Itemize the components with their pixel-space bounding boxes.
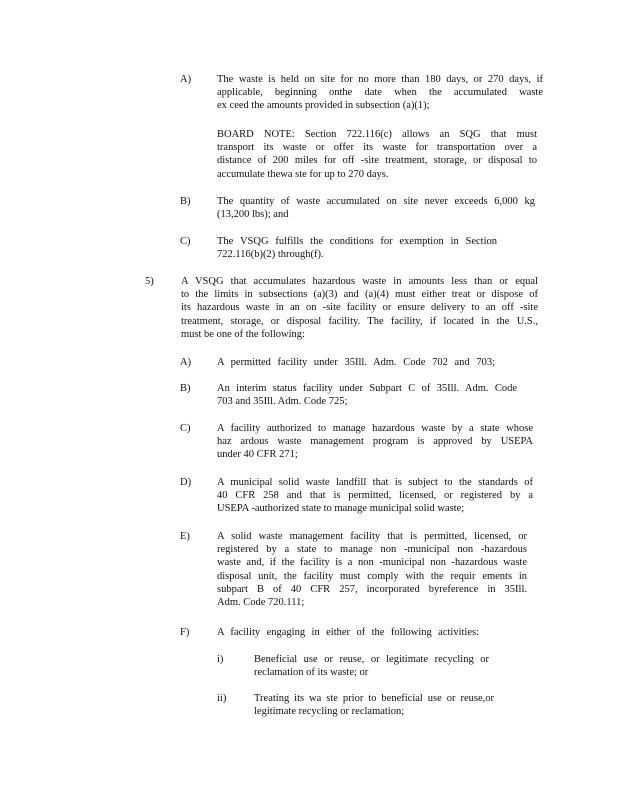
clause-text: The waste is held on site for no more than 180 days, or 270 days, if applicable, beginning onthe date when the accumulated waste ex ceed the amounts provided in subsection (a)(1);	[217, 74, 543, 112]
clause-text: A facility engaging in either of the following activities:	[217, 627, 479, 638]
clause-text: The quantity of waste accumulated on site never exceeds 6,000 kg (13,200 lbs); and	[217, 196, 535, 221]
clause-label: C)	[180, 236, 191, 247]
clause-text: A permitted facility under 35Ill. Adm. Code 702 and 703;	[217, 357, 495, 368]
clause-label: F)	[180, 627, 190, 638]
section-label: 5)	[145, 276, 154, 287]
clause-text: A municipal solid waste landfill that is subject to the standards of 40 CFR 258 and that is permitted, licensed, or registered by a USEPA -authorized state to manage municipal solid waste;	[217, 477, 533, 515]
clause-label: B)	[180, 383, 191, 394]
clause-label: C)	[180, 423, 191, 434]
clause-label: A)	[180, 357, 192, 368]
clause-text: A facility authorized to manage hazardous waste by a state whose haz ardous waste management program is approved by USEPA under 40 CFR 271;	[217, 423, 533, 461]
clause-label: E)	[180, 531, 190, 542]
clause-label: B)	[180, 196, 191, 207]
clause-text: Treating its wa ste prior to beneficial use or reuse,or legitimate recycling or reclamation;	[254, 693, 494, 718]
clause-label: ii)	[217, 693, 227, 704]
clause-label: D)	[180, 477, 192, 488]
clause-text: The VSQG fulfills the conditions for exemption in Section 722.116(b)(2) through(f).	[217, 236, 497, 261]
section-text: A VSQG that accumulates hazardous waste in amounts less than or equal to the limits in subsections (a)(3) and (a)(4) must either treat or dispose of its hazardous waste in an on -site facility or ensure delivery to an off -site treatment, storage, or disposal facility. The facility, if located in the U.S., must be one of the following:	[181, 276, 538, 340]
clause-text: Beneficial use or reuse, or legitimate recycling or reclamation of its waste; or	[254, 654, 489, 679]
clause-text: A solid waste management facility that is permitted, licensed, or registered by a state to manage non -municipal non -hazardous waste and, if the facility is a non -municipal non -hazardous waste disposal unit, the facility must comply with the requir ements in subpart B of 40 CFR 257, incorporated byreference in 35Ill. Adm. Code 720.111;	[217, 531, 527, 609]
clause-text: An interim status facility under Subpart C of 35Ill. Adm. Code 703 and 35Ill. Adm. Code 725;	[217, 383, 517, 408]
clause-label: A)	[180, 74, 192, 85]
board-note-text: BOARD NOTE: Section 722.116(c) allows an SQG that must transport its waste or offer its waste for transportation over a distance of 200 miles for off -site treatment, storage, or disposal to accumulate thewa ste for up to 270 days.	[217, 129, 537, 180]
clause-label: i)	[217, 654, 224, 665]
